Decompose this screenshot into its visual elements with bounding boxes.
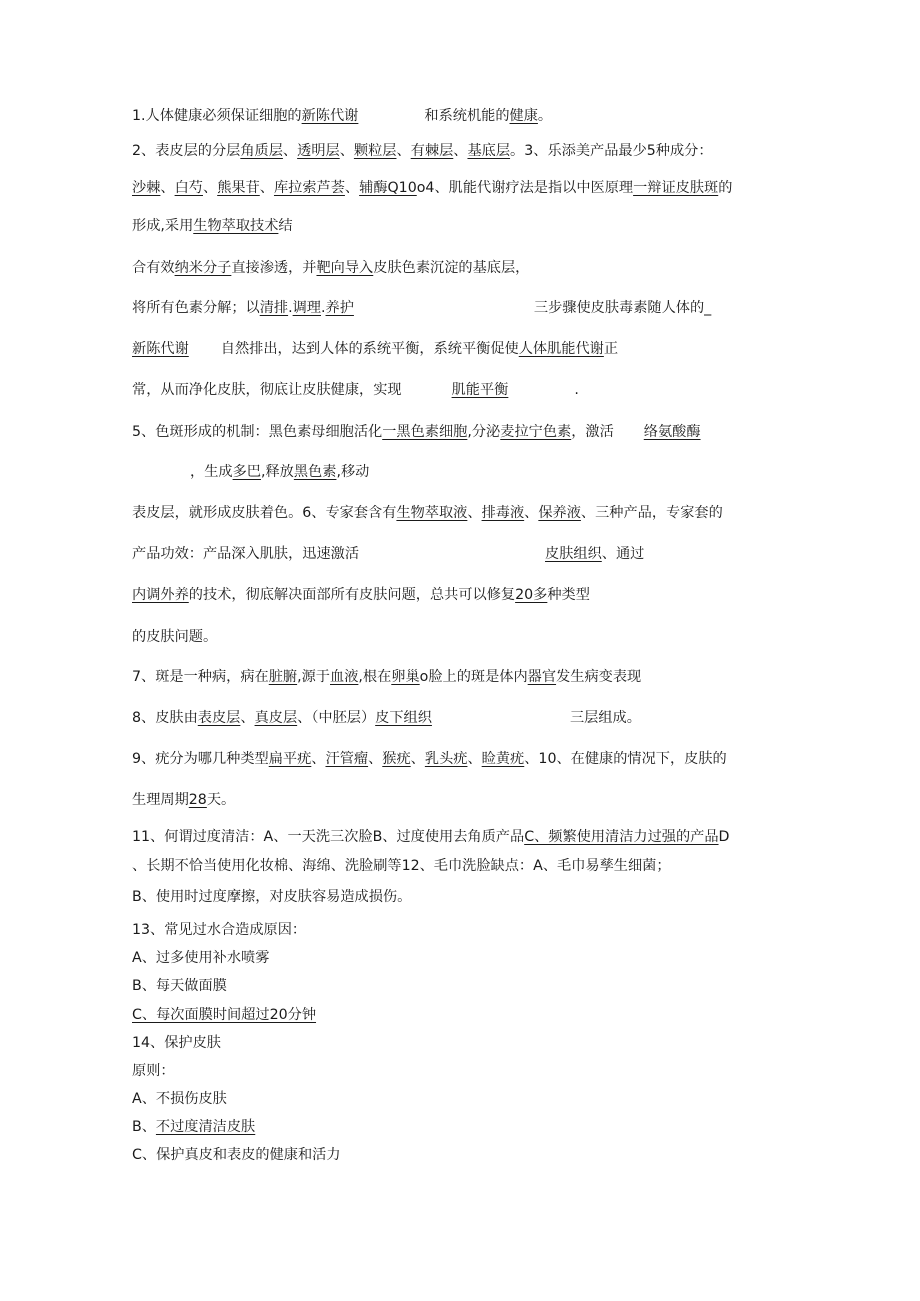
answer: 卵巢 xyxy=(391,669,420,685)
q1-line: 1.人体健康必须保证细胞的新陈代谢 和系统机能的健康。 xyxy=(132,108,553,124)
answer: 角质层 xyxy=(240,143,283,159)
answer: 一辩证皮肤斑 xyxy=(633,180,719,196)
q11-line: 11、何谓过度清洁：A、一天洗三次脸B、过度使用去角质产品C、频繁使用清洁力过强的产品D xyxy=(132,829,730,845)
q8-line: 8、皮肤由表皮层、真皮层、（中胚层）皮下组织 三层组成。 xyxy=(132,710,641,726)
q7-line: 7、斑是一种病，病在脏腑,源于血液,根在卵巢o脸上的斑是体内器官发生病变表现 xyxy=(132,669,642,685)
q14-option: B、不过度清洁皮肤 xyxy=(132,1119,256,1135)
q9-line: 9、疣分为哪几种类型扁平疣、汗管瘤、猴疣、乳头疣、睑黄疣、10、在健康的情况下，皮肤的 xyxy=(132,751,727,767)
q13-line: 13、常见过水合造成原因： xyxy=(132,922,307,938)
answer: 麦拉宁色素 xyxy=(500,424,572,440)
answer: 熊果苷 xyxy=(217,180,260,196)
q4-line: 常，从而净化皮肤，彻底让皮肤健康，实现 肌能平衡 . xyxy=(132,382,579,398)
answer: 调理 xyxy=(292,300,321,316)
q5-line: 5、色斑形成的机制：黑色素母细胞活化一黑色素细胞,分泌麦拉宁色素，激活 络氨酸酶 xyxy=(132,424,701,440)
answer: 库拉索芦荟 xyxy=(273,180,345,196)
answer: 28 xyxy=(188,792,207,808)
answer: 表皮层 xyxy=(197,710,241,726)
answer: 血液 xyxy=(330,669,359,685)
answer: 纳米分子 xyxy=(174,260,232,276)
answer: 扁平疣 xyxy=(268,751,312,767)
answer: 排毒液 xyxy=(481,505,525,521)
q4-line: 合有效纳米分子直接渗透，并靶向导入皮肤色素沉淀的基底层， xyxy=(132,260,530,276)
q6-line: 的皮肤问题。 xyxy=(132,629,218,645)
answer: 器官 xyxy=(527,669,557,685)
answer: 络氨酸酶 xyxy=(643,424,701,440)
q3-line: 沙棘、白芍、熊果苷、库拉索芦荟、辅酶Q10o4、肌能代谢疗法是指以中医原理一辩证皮肤斑的 xyxy=(132,180,733,196)
answer: 基底层 xyxy=(467,143,511,159)
answer: 透明层 xyxy=(297,143,340,159)
answer: 汗管瘤 xyxy=(325,751,369,767)
q12-line: B、使用时过度摩擦，对皮肤容易造成损伤。 xyxy=(132,889,412,905)
q6-line: 内调外养的技术，彻底解决面部所有皮肤问题，总共可以修复20多种类型 xyxy=(132,587,590,603)
answer: 一黑色素细胞 xyxy=(382,424,468,440)
answer: 白芍 xyxy=(174,180,203,196)
answer: 新陈代谢 xyxy=(301,108,359,124)
q14-option: A、不损伤皮肤 xyxy=(132,1091,227,1107)
q14-option: C、保护真皮和表皮的健康和活力 xyxy=(132,1147,341,1163)
answer: 生物萃取液 xyxy=(396,505,468,521)
q5-line: ，生成多巴,释放黑色素,移动 xyxy=(190,464,370,480)
answer: 皮肤组织 xyxy=(545,546,602,562)
answer: 新陈代谢 xyxy=(132,341,189,357)
answer: 颗粒层 xyxy=(353,143,397,159)
answer: 猴疣 xyxy=(382,751,411,767)
q13-option xyxy=(132,1005,316,1025)
q4-line: 形成,采用生物萃取技术结 xyxy=(132,218,293,234)
answer: 健康 xyxy=(509,108,538,124)
answer: 辅酶Q10 xyxy=(359,180,417,196)
q4-line: 新陈代谢 自然排出，达到人体的系统平衡，系统平衡促使人体肌能代谢正 xyxy=(132,341,619,357)
q14-line: 14、保护皮肤 xyxy=(132,1035,221,1051)
answer: 靶向导入 xyxy=(316,260,374,276)
answer: 沙棘 xyxy=(132,180,161,196)
answer: 黑色素 xyxy=(293,464,337,480)
answer: 清排 xyxy=(259,300,289,316)
q6-line: 表皮层，就形成皮肤着色。6、专家套含有生物萃取液、排毒液、保养液、三种产品，专家套的 xyxy=(132,505,723,521)
q2-line: 2、表皮层的分层角质层、透明层、颗粒层、有棘层、基底层。3、乐添美产品最少5种成分： xyxy=(132,143,713,159)
answer: C、每次面膜时间超过20分钟 xyxy=(132,1007,317,1023)
answer: 养护 xyxy=(325,300,354,316)
q12-line: 、长期不恰当使用化妆棉、海绵、洗脸刷等12、毛巾洗脸缺点：A、毛巾易孳生细菌； xyxy=(132,858,671,874)
q10-line: 生理周期28天。 xyxy=(132,792,236,808)
answer: C、频繁使用清洁力过强的产品 xyxy=(524,829,719,845)
answer: 肌能平衡 xyxy=(451,382,509,398)
answer: 睑黄疣 xyxy=(481,751,525,767)
answer: 内调外养 xyxy=(132,587,189,603)
q4-line: 将所有色素分解；以清排.调理.养护 三步骤使皮肤毒素随人体的_ xyxy=(132,300,712,316)
answer: 皮下组织 xyxy=(375,710,432,726)
answer: 脏腑 xyxy=(268,669,298,685)
answer: 保养液 xyxy=(538,505,581,521)
answer: 人体肌能代谢 xyxy=(518,341,604,357)
answer: 生物萃取技术 xyxy=(193,218,279,234)
q14-line: 原则： xyxy=(132,1063,175,1079)
answer: 多巴 xyxy=(232,464,261,480)
q13-option: A、过多使用补水喷雾 xyxy=(132,950,270,966)
q6-line: 产品功效：产品深入肌肤，迅速激活 皮肤组织、通过 xyxy=(132,546,645,562)
answer: 不过度清洁皮肤 xyxy=(155,1119,256,1135)
answer: 有棘层 xyxy=(410,143,454,159)
answer: 真皮层 xyxy=(254,710,298,726)
q13-option: B、每天做面膜 xyxy=(132,978,227,994)
answer: 乳头疣 xyxy=(424,751,468,767)
answer: 20多 xyxy=(515,587,548,603)
